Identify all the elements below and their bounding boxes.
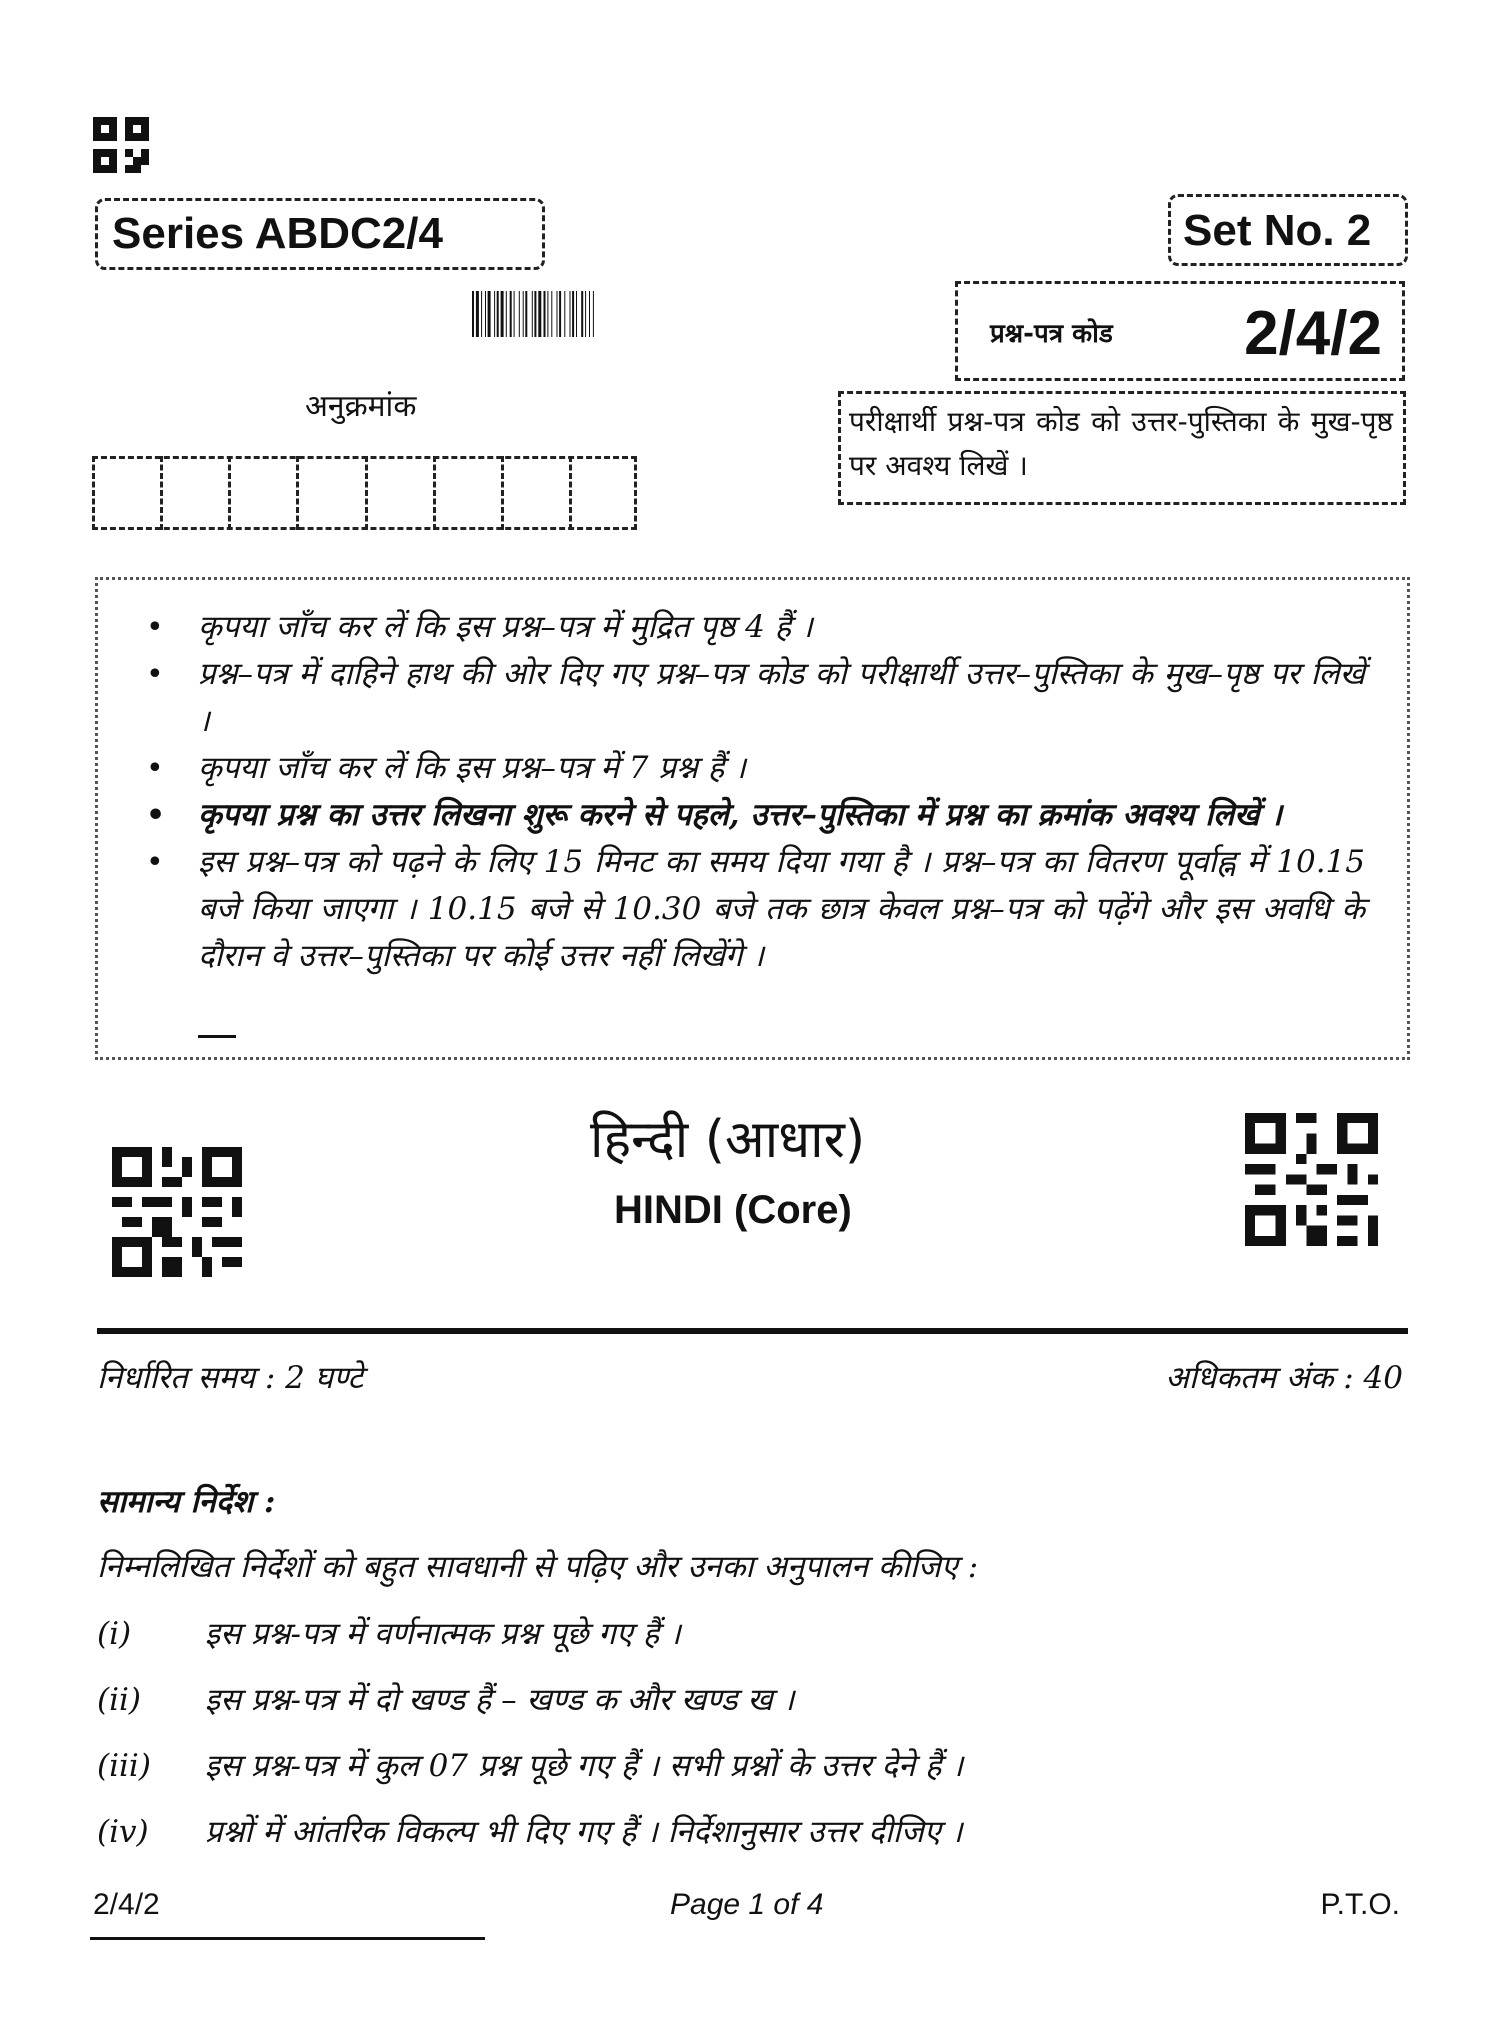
set-number: Set No. 2 [1183,206,1372,255]
notice-end-mark [198,1035,236,1038]
roll-number-divider [365,456,368,530]
qr-code-left [112,1147,242,1277]
roll-number-divider [433,456,436,530]
code-note-box [838,391,1406,505]
roll-number-divider [569,456,572,530]
instruction-item [97,1810,963,1852]
notice-box [95,577,1410,1060]
instruction-item [97,1744,963,1786]
paper-code-box [955,281,1405,381]
time-allowed: निर्धारित समय : 2 घण्टे [97,1360,364,1396]
subject-title-hindi: हिन्दी (आधार) [590,1110,866,1170]
maximum-marks: अधिकतम अंक : 40 [1165,1360,1403,1396]
set-number-box [1168,194,1408,266]
instruction-number: (ii) [97,1682,142,1718]
roll-number-divider [160,456,163,530]
notice-item: • कृपया प्रश्न का उत्तर लिखना शुरू करने से पहले, उत्तर–पुस्तिका में प्रश्न का क्रमांक अवश्य लिखें । [98,792,1365,839]
instruction-number: (iii) [97,1748,151,1784]
notice-item: • प्रश्न–पत्र में दाहिने हाथ की ओर दिए गए प्रश्न–पत्र कोड को परीक्षार्थी उत्तर–पुस्तिका के मुख–पृष्ठ पर लिखें । [98,651,1365,745]
notice-item: • इस प्रश्न–पत्र को पढ़ने के लिए 15 मिनट का समय दिया गया है । प्रश्न–पत्र का वितरण पूर्वाह्न में 10.15 बजे किया जाएगा । 10.15 बजे से 10.30 बजे तक छात्र केवल प्रश्न–पत्र को पढ़ेंगे और इस अवधि के दौरान वे उत्तर–पुस्तिका पर कोई उत्तर नहीं लिखेंगे । [98,839,1365,980]
notice-item: • कृपया जाँच कर लें कि इस प्रश्न–पत्र में मुद्रित पृष्ठ 4 हैं । [98,604,1365,651]
subject-title-english: HINDI (Core) [614,1188,852,1232]
small-qr-code [93,117,149,173]
series-box [95,198,545,270]
instruction-item [97,1678,794,1720]
footer-page-number: Page 1 of 4 [670,1888,824,1921]
footer-paper-code: 2/4/2 [93,1888,160,1921]
instruction-text: इस प्रश्न-पत्र में कुल 07 प्रश्न पूछे गए हैं । सभी प्रश्नों के उत्तर देने हैं । [204,1748,964,1784]
notice-item: • कृपया जाँच कर लें कि इस प्रश्न–पत्र में 7 प्रश्न हैं । [98,745,1365,792]
paper-code-value: 2/4/2 [1244,299,1382,368]
instruction-text: इस प्रश्न-पत्र में दो खण्ड हैं – खण्ड क और खण्ड ख । [204,1682,795,1718]
qr-code-right [1245,1113,1378,1246]
instruction-text: प्रश्नों में आंतरिक विकल्प भी दिए गए हैं । निर्देशानुसार उत्तर दीजिए । [204,1814,963,1850]
roll-number-divider [501,456,504,530]
general-instructions-intro: निम्नलिखित निर्देशों को बहुत सावधानी से पढ़िए और उनका अनुपालन कीजिए : [97,1549,979,1585]
roll-number-divider [296,456,299,530]
instruction-text: इस प्रश्न-पत्र में वर्णनात्मक प्रश्न पूछे गए हैं । [204,1616,681,1652]
roll-number-dividers [92,456,637,530]
code-note-text: परीक्षार्थी प्रश्न-पत्र कोड को उत्तर-पुस्तिका के मुख-पृष्ठ पर अवश्य लिखें । [849,405,1393,482]
barcode [472,291,682,337]
roll-number-label: अनुक्रमांक [305,389,417,424]
instruction-number: (iv) [97,1814,149,1850]
footer-underline [90,1937,485,1940]
instruction-item [97,1612,681,1654]
general-instructions-heading: सामान्य निर्देश : [97,1484,276,1520]
title-divider [97,1328,1408,1334]
footer-pto: P.T.O. [1320,1888,1400,1921]
paper-code-label: प्रश्न-पत्र कोड [990,319,1113,349]
roll-number-divider [228,456,231,530]
series-label: Series ABDC2/4 [112,209,443,258]
instruction-number: (i) [97,1616,132,1652]
